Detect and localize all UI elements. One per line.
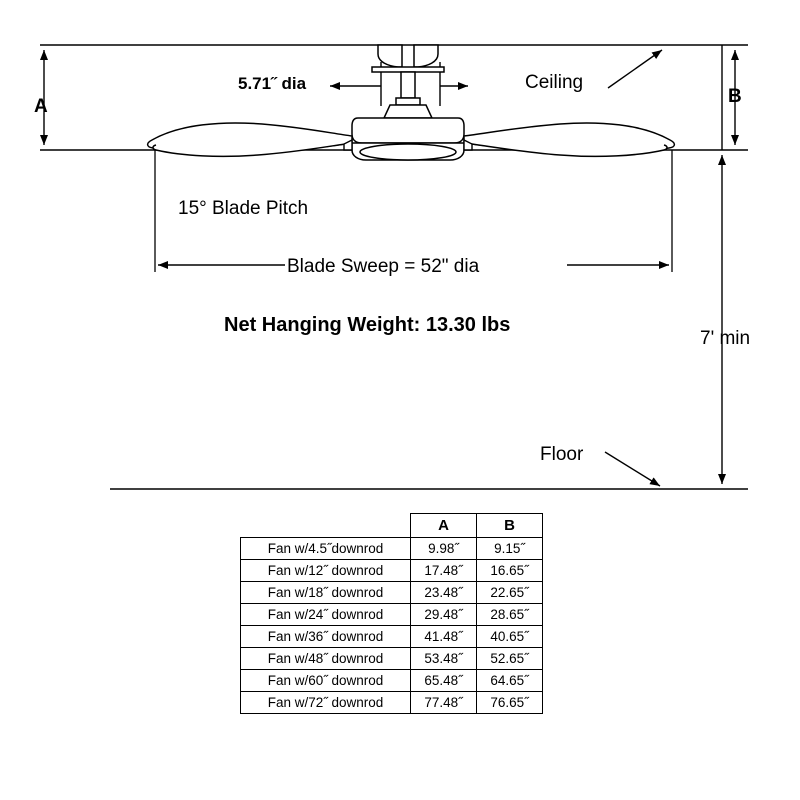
table-row: [241, 670, 543, 692]
ceiling-leader: [608, 50, 662, 88]
table-cell-a: 17.48˝: [411, 560, 477, 582]
table-cell-b: 16.65˝: [477, 560, 543, 582]
ceiling-canopy: [372, 45, 444, 72]
ceiling-label: Ceiling: [525, 72, 584, 93]
dimension-b-label: B: [728, 86, 742, 107]
table-cell-b: 9.15˝: [477, 538, 543, 560]
downrod-dimensions-table: [240, 513, 543, 714]
table-cell-a: 53.48˝: [411, 648, 477, 670]
table-cell-label: Fan w/48˝ downrod: [241, 648, 411, 670]
table-header-row: [241, 514, 543, 538]
table-cell-label: Fan w/4.5˝downrod: [241, 538, 411, 560]
fan-blade-left: [148, 123, 352, 156]
table-row: [241, 604, 543, 626]
table-cell-label: Fan w/36˝ downrod: [241, 626, 411, 648]
motor-housing: [352, 105, 464, 160]
table-cell-b: 64.65˝: [477, 670, 543, 692]
table-header-blank: [241, 514, 411, 538]
table-row: [241, 626, 543, 648]
table-row: [241, 692, 543, 714]
floor-label: Floor: [540, 444, 584, 465]
table-header-a: A: [411, 514, 477, 538]
blade-sweep-label: Blade Sweep = 52" dia: [287, 256, 480, 277]
table-cell-a: 9.98˝: [411, 538, 477, 560]
table-row: [241, 582, 543, 604]
table-cell-label: Fan w/60˝ downrod: [241, 670, 411, 692]
fan-blade-right: [464, 123, 674, 156]
min-height-label: 7' min: [700, 328, 751, 349]
table-row: [241, 538, 543, 560]
table-cell-a: 65.48˝: [411, 670, 477, 692]
table-cell-b: 40.65˝: [477, 626, 543, 648]
table-cell-a: 23.48˝: [411, 582, 477, 604]
table-row: [241, 560, 543, 582]
net-weight-label: Net Hanging Weight: 13.30 lbs: [224, 314, 511, 336]
table-cell-a: 41.48˝: [411, 626, 477, 648]
blade-pitch-label: 15° Blade Pitch: [178, 198, 309, 219]
table-cell-b: 22.65˝: [477, 582, 543, 604]
dimension-a-label: A: [34, 96, 48, 117]
table-cell-label: Fan w/72˝ downrod: [241, 692, 411, 714]
table-cell-label: Fan w/18˝ downrod: [241, 582, 411, 604]
table-cell-b: 52.65˝: [477, 648, 543, 670]
table-row: [241, 648, 543, 670]
table-cell-label: Fan w/24˝ downrod: [241, 604, 411, 626]
table-cell-b: 76.65˝: [477, 692, 543, 714]
table-cell-b: 28.65˝: [477, 604, 543, 626]
downrod: [396, 72, 420, 105]
floor-leader: [605, 452, 660, 486]
table-cell-a: 29.48˝: [411, 604, 477, 626]
table-cell-a: 77.48˝: [411, 692, 477, 714]
table-header-b: B: [477, 514, 543, 538]
table-cell-label: Fan w/12˝ downrod: [241, 560, 411, 582]
hub-diameter-label: 5.71˝ dia: [238, 74, 307, 93]
